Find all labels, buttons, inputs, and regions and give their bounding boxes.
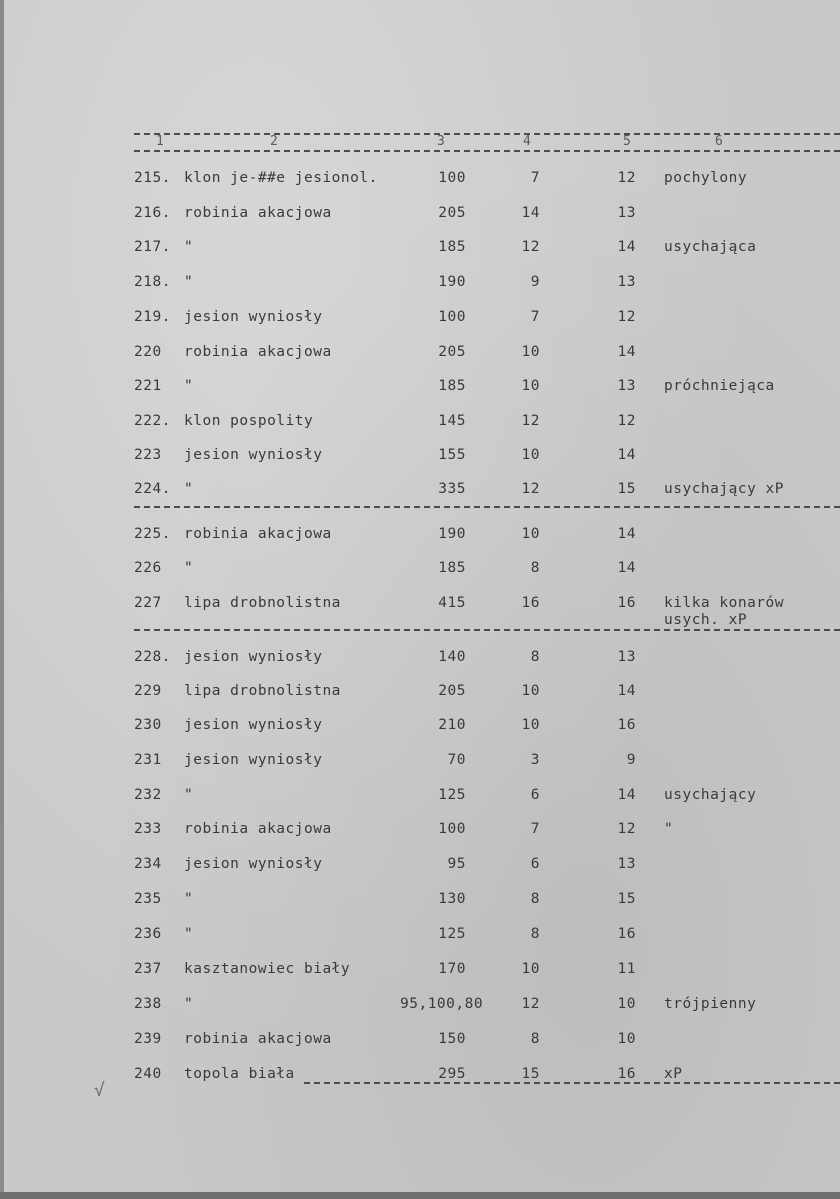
section-separator xyxy=(134,629,840,631)
table-row xyxy=(4,170,840,192)
tree-height: 10 xyxy=(521,961,540,977)
crown-diameter: 10 xyxy=(617,1031,636,1047)
table-row xyxy=(4,481,840,503)
crown-diameter: 14 xyxy=(617,526,636,542)
crown-diameter: 16 xyxy=(617,926,636,942)
row-number: 223 xyxy=(134,447,162,463)
species-name: robinia akacjowa xyxy=(184,526,332,542)
table-row xyxy=(4,526,840,548)
row-number: 238 xyxy=(134,996,162,1012)
row-number: 236 xyxy=(134,926,162,942)
species-name: jesion wyniosły xyxy=(184,752,323,768)
tree-height: 3 xyxy=(530,752,540,768)
row-number: 235 xyxy=(134,891,162,907)
species-name: " xyxy=(184,996,194,1012)
tree-height: 6 xyxy=(530,856,540,872)
row-number: 221 xyxy=(134,378,162,394)
row-number: 218. xyxy=(134,274,171,290)
crown-diameter: 12 xyxy=(617,170,636,186)
row-number: 228. xyxy=(134,649,171,665)
row-number: 222. xyxy=(134,413,171,429)
species-name: " xyxy=(184,481,194,497)
table-row xyxy=(4,1066,840,1088)
crown-diameter: 12 xyxy=(617,309,636,325)
crown-diameter: 12 xyxy=(617,413,636,429)
species-name: jesion wyniosły xyxy=(184,856,323,872)
table-row xyxy=(4,413,840,435)
tree-height: 7 xyxy=(530,821,540,837)
trunk-circumference: 205 xyxy=(438,205,466,221)
trunk-circumference: 190 xyxy=(438,526,466,542)
row-number: 239 xyxy=(134,1031,162,1047)
table-row xyxy=(4,683,840,705)
trunk-circumference: 140 xyxy=(438,649,466,665)
trunk-circumference: 210 xyxy=(438,717,466,733)
column-number-1: 1 xyxy=(156,134,164,149)
crown-diameter: 14 xyxy=(617,344,636,360)
pencil-check-mark: √ xyxy=(94,1080,105,1101)
trunk-circumference: 205 xyxy=(438,683,466,699)
crown-diameter: 12 xyxy=(617,821,636,837)
tree-height: 8 xyxy=(530,1031,540,1047)
remarks: trójpienny xyxy=(664,996,757,1012)
trunk-circumference: 170 xyxy=(438,961,466,977)
remarks: usychający xyxy=(664,787,757,803)
species-name: kasztanowiec biały xyxy=(184,961,351,977)
trunk-circumference: 100 xyxy=(438,170,466,186)
tree-height: 10 xyxy=(521,344,540,360)
species-name: jesion wyniosły xyxy=(184,309,323,325)
trunk-circumference: 190 xyxy=(438,274,466,290)
remarks: próchniejąca xyxy=(664,378,775,394)
table-row xyxy=(4,752,840,774)
row-number: 232 xyxy=(134,787,162,803)
crown-diameter: 15 xyxy=(617,481,636,497)
species-name: " xyxy=(184,274,194,290)
tree-height: 10 xyxy=(521,526,540,542)
remarks-continued: usych. xP xyxy=(664,612,748,628)
tree-height: 8 xyxy=(530,560,540,576)
species-name: " xyxy=(184,239,194,255)
crown-diameter: 14 xyxy=(617,239,636,255)
remarks: pochylony xyxy=(664,170,748,186)
table-row xyxy=(4,309,840,331)
scan-bottom-edge xyxy=(0,1192,840,1199)
section-separator xyxy=(134,506,840,508)
table-row xyxy=(4,717,840,739)
remarks: " xyxy=(664,821,674,837)
column-number-2: 2 xyxy=(270,134,278,149)
crown-diameter: 14 xyxy=(617,560,636,576)
species-name: " xyxy=(184,787,194,803)
species-name: robinia akacjowa xyxy=(184,344,332,360)
header-rule-bottom xyxy=(134,150,840,152)
crown-diameter: 10 xyxy=(617,996,636,1012)
trunk-circumference: 95 xyxy=(447,856,466,872)
crown-diameter: 16 xyxy=(617,595,636,611)
trunk-circumference: 185 xyxy=(438,239,466,255)
tree-height: 8 xyxy=(530,926,540,942)
tree-height: 14 xyxy=(521,205,540,221)
table-row xyxy=(4,649,840,671)
crown-diameter: 14 xyxy=(617,683,636,699)
row-number: 227 xyxy=(134,595,162,611)
tree-height: 10 xyxy=(521,378,540,394)
crown-diameter: 13 xyxy=(617,274,636,290)
tree-height: 7 xyxy=(530,170,540,186)
crown-diameter: 13 xyxy=(617,856,636,872)
remarks: kilka konarów xyxy=(664,595,784,611)
table-row xyxy=(4,447,840,469)
row-number: 230 xyxy=(134,717,162,733)
row-number: 237 xyxy=(134,961,162,977)
trunk-circumference: 415 xyxy=(438,595,466,611)
table-row xyxy=(4,560,840,582)
species-name: lipa drobnolistna xyxy=(184,683,341,699)
trunk-circumference: 100 xyxy=(438,309,466,325)
row-number: 226 xyxy=(134,560,162,576)
crown-diameter: 13 xyxy=(617,378,636,394)
trunk-circumference: 125 xyxy=(438,926,466,942)
crown-diameter: 16 xyxy=(617,717,636,733)
row-number: 216. xyxy=(134,205,171,221)
trunk-circumference: 185 xyxy=(438,378,466,394)
row-number: 220 xyxy=(134,344,162,360)
column-number-4: 4 xyxy=(523,134,531,149)
tree-height: 12 xyxy=(521,481,540,497)
table-row xyxy=(4,1031,840,1053)
row-number: 240 xyxy=(134,1066,162,1082)
table-row xyxy=(4,821,840,843)
table-row xyxy=(4,239,840,261)
table-row xyxy=(4,996,840,1018)
species-name: " xyxy=(184,926,194,942)
row-number: 225. xyxy=(134,526,171,542)
species-name: " xyxy=(184,891,194,907)
section-separator xyxy=(304,1082,840,1084)
table-row xyxy=(4,891,840,913)
trunk-circumference: 295 xyxy=(438,1066,466,1082)
table-row xyxy=(4,274,840,296)
header-rule-top xyxy=(134,133,840,135)
remarks: usychająca xyxy=(664,239,757,255)
trunk-circumference: 125 xyxy=(438,787,466,803)
crown-diameter: 15 xyxy=(617,891,636,907)
table-row xyxy=(4,926,840,948)
column-number-3: 3 xyxy=(437,134,445,149)
tree-height: 10 xyxy=(521,683,540,699)
tree-height: 16 xyxy=(521,595,540,611)
species-name: jesion wyniosły xyxy=(184,717,323,733)
crown-diameter: 9 xyxy=(626,752,636,768)
row-number: 233 xyxy=(134,821,162,837)
column-number-5: 5 xyxy=(623,134,631,149)
tree-height: 10 xyxy=(521,447,540,463)
row-number: 229 xyxy=(134,683,162,699)
trunk-circumference: 130 xyxy=(438,891,466,907)
row-number: 217. xyxy=(134,239,171,255)
species-name: klon je-##e jesionol. xyxy=(184,170,378,186)
row-number: 234 xyxy=(134,856,162,872)
crown-diameter: 13 xyxy=(617,649,636,665)
crown-diameter: 14 xyxy=(617,787,636,803)
tree-height: 7 xyxy=(530,309,540,325)
species-name: klon pospolity xyxy=(184,413,314,429)
table-row xyxy=(4,856,840,878)
tree-height: 8 xyxy=(530,649,540,665)
species-name: " xyxy=(184,378,194,394)
row-number: 215. xyxy=(134,170,171,186)
trunk-circumference: 335 xyxy=(438,481,466,497)
tree-height: 9 xyxy=(530,274,540,290)
trunk-circumference: 95,100,80 xyxy=(400,996,484,1012)
crown-diameter: 13 xyxy=(617,205,636,221)
tree-height: 12 xyxy=(521,239,540,255)
trunk-circumference: 145 xyxy=(438,413,466,429)
species-name: robinia akacjowa xyxy=(184,1031,332,1047)
column-number-6: 6 xyxy=(715,134,723,149)
table-row xyxy=(4,378,840,400)
trunk-circumference: 100 xyxy=(438,821,466,837)
tree-height: 12 xyxy=(521,413,540,429)
tree-height: 6 xyxy=(530,787,540,803)
tree-height: 8 xyxy=(530,891,540,907)
table-row xyxy=(4,595,840,628)
table-row xyxy=(4,961,840,983)
trunk-circumference: 205 xyxy=(438,344,466,360)
trunk-circumference: 70 xyxy=(447,752,466,768)
crown-diameter: 11 xyxy=(617,961,636,977)
remarks: usychający xP xyxy=(664,481,784,497)
trunk-circumference: 185 xyxy=(438,560,466,576)
table-row xyxy=(4,344,840,366)
row-number: 231 xyxy=(134,752,162,768)
table-row xyxy=(4,205,840,227)
tree-height: 15 xyxy=(521,1066,540,1082)
document-page xyxy=(4,0,840,1192)
trunk-circumference: 150 xyxy=(438,1031,466,1047)
tree-height: 10 xyxy=(521,717,540,733)
table-row xyxy=(4,787,840,809)
crown-diameter: 16 xyxy=(617,1066,636,1082)
species-name: lipa drobnolistna xyxy=(184,595,341,611)
species-name: " xyxy=(184,560,194,576)
tree-height: 12 xyxy=(521,996,540,1012)
row-number: 219. xyxy=(134,309,171,325)
row-number: 224. xyxy=(134,481,171,497)
trunk-circumference: 155 xyxy=(438,447,466,463)
species-name: jesion wyniosły xyxy=(184,649,323,665)
crown-diameter: 14 xyxy=(617,447,636,463)
species-name: jesion wyniosły xyxy=(184,447,323,463)
species-name: robinia akacjowa xyxy=(184,821,332,837)
species-name: topola biała xyxy=(184,1066,295,1082)
table-header xyxy=(4,133,840,153)
species-name: robinia akacjowa xyxy=(184,205,332,221)
remarks: xP xyxy=(664,1066,683,1082)
